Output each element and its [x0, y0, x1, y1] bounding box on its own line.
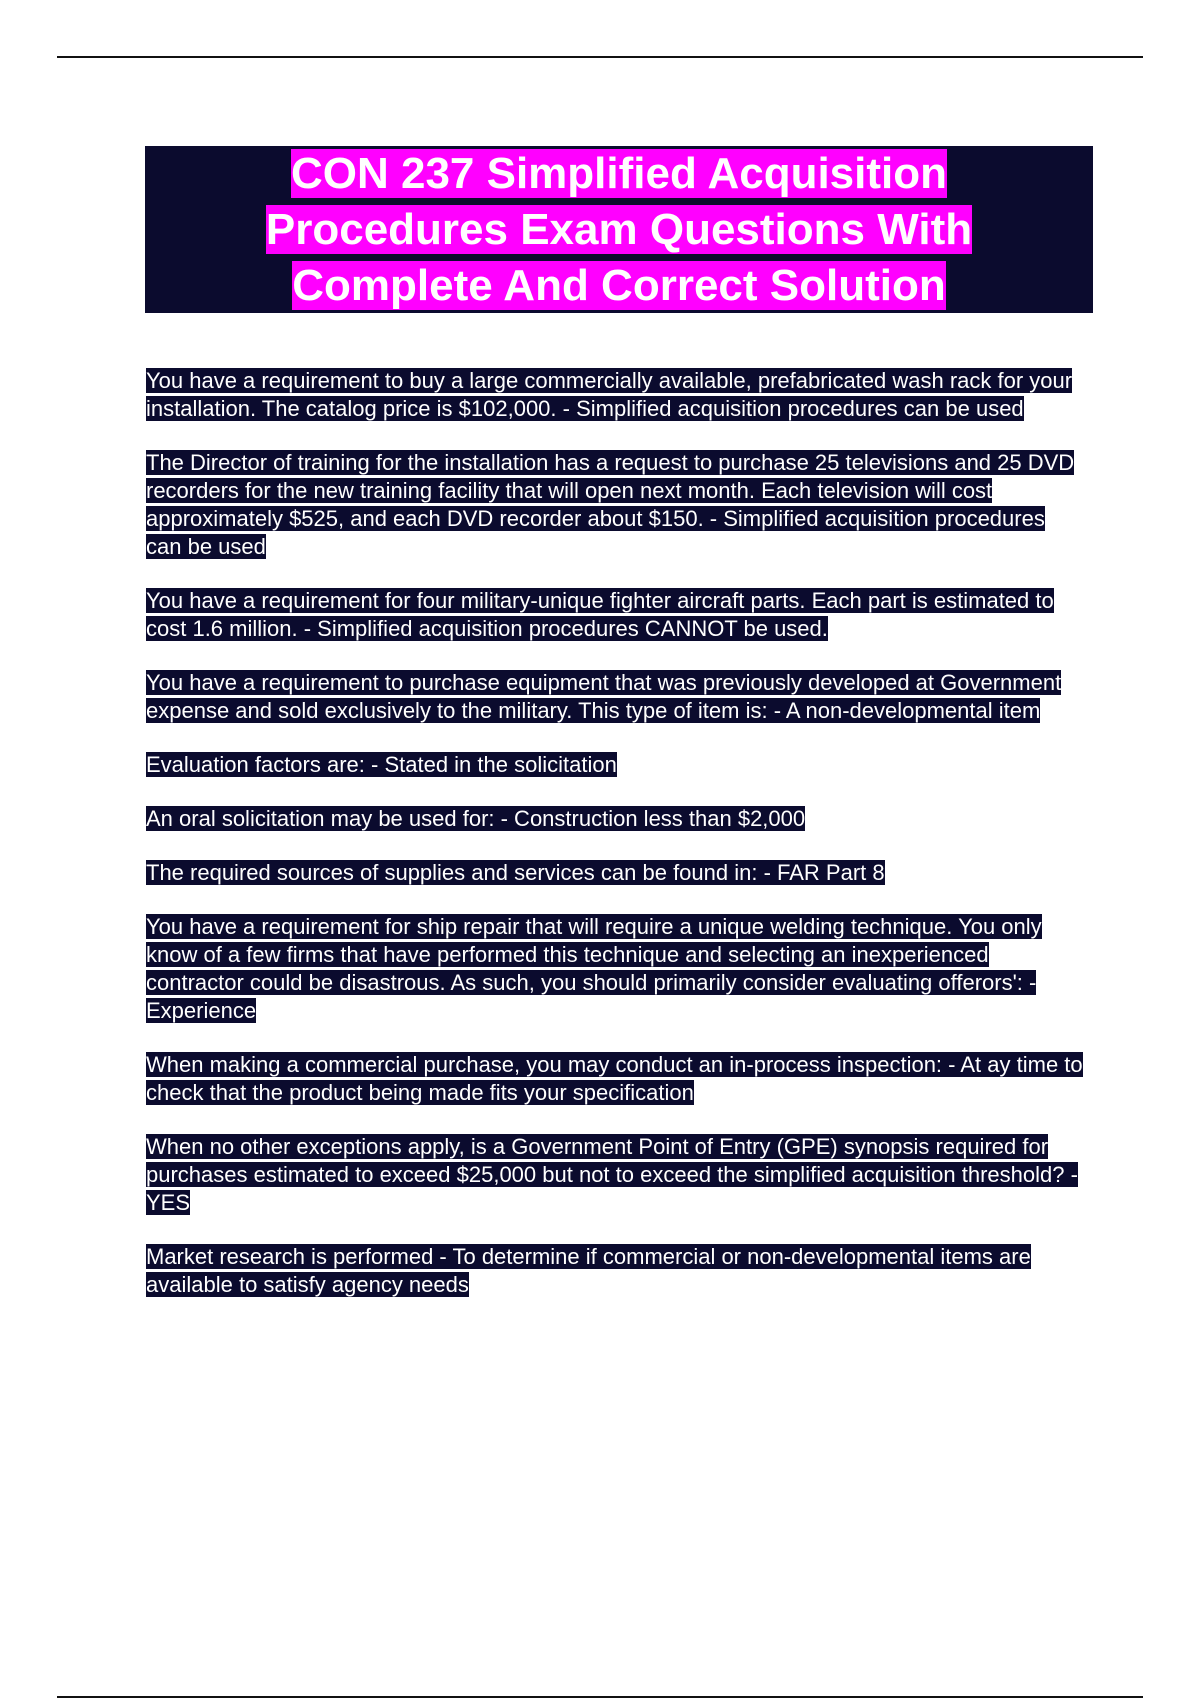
title-line-1: CON 237 Simplified Acquisition [290, 148, 947, 198]
qa-text: You have a requirement for ship repair that will require a unique welding technique. You only know of a few firms that have performed this technique and selecting an inexperienced contractor could be disastrous. As such, you should primarily consider evaluating offerors': - Experience [146, 914, 1042, 1023]
qa-item [146, 449, 1086, 561]
qa-item [146, 1133, 1086, 1217]
qa-text: When no other exceptions apply, is a Government Point of Entry (GPE) synopsis required for purchases estimated to exceed $25,000 but not to exceed the simplified acquisition threshold? - YES [146, 1134, 1078, 1215]
title-line-3: Complete And Correct Solution [292, 260, 946, 310]
qa-item [146, 1243, 1086, 1299]
qa-text: You have a requirement for four military-unique fighter aircraft parts. Each part is estimated to cost 1.6 million. - Simplified acquisition procedures CANNOT be used. [146, 588, 1054, 641]
qa-text: An oral solicitation may be used for: - Construction less than $2,000 [146, 806, 806, 831]
title-banner [145, 146, 1093, 313]
bottom-rule [57, 1696, 1143, 1698]
document-title [266, 146, 972, 314]
qa-text: Market research is performed - To determine if commercial or non-developmental items are available to satisfy agency needs [146, 1244, 1031, 1297]
qa-text: The Director of training for the installation has a request to purchase 25 televisions and 25 DVD recorders for the new training facility that will open next month. Each television will cost approximately $525, and each DVD recorder about $150. - Simplified acquisition procedures can be used [146, 450, 1075, 559]
qa-text: Evaluation factors are: - Stated in the solicitation [146, 752, 617, 777]
qa-item [146, 751, 1086, 779]
top-rule [57, 56, 1143, 58]
qa-item [146, 669, 1086, 725]
qa-list [146, 367, 1086, 1325]
qa-item [146, 587, 1086, 643]
qa-item [146, 367, 1086, 423]
qa-text: You have a requirement to purchase equipment that was previously developed at Government expense and sold exclusively to the military. This type of item is: - A non-developmental item [146, 670, 1062, 723]
qa-item [146, 913, 1086, 1025]
qa-item [146, 805, 1086, 833]
qa-item [146, 859, 1086, 887]
qa-text: The required sources of supplies and services can be found in: - FAR Part 8 [146, 860, 885, 885]
qa-item [146, 1051, 1086, 1107]
qa-text: You have a requirement to buy a large commercially available, prefabricated wash rack for your installation. The catalog price is $102,000. - Simplified acquisition procedures can be used [146, 368, 1073, 421]
title-line-2: Procedures Exam Questions With [265, 204, 973, 254]
qa-text: When making a commercial purchase, you may conduct an in-process inspection: - At ay time to check that the product being made fits your specification [146, 1052, 1083, 1105]
